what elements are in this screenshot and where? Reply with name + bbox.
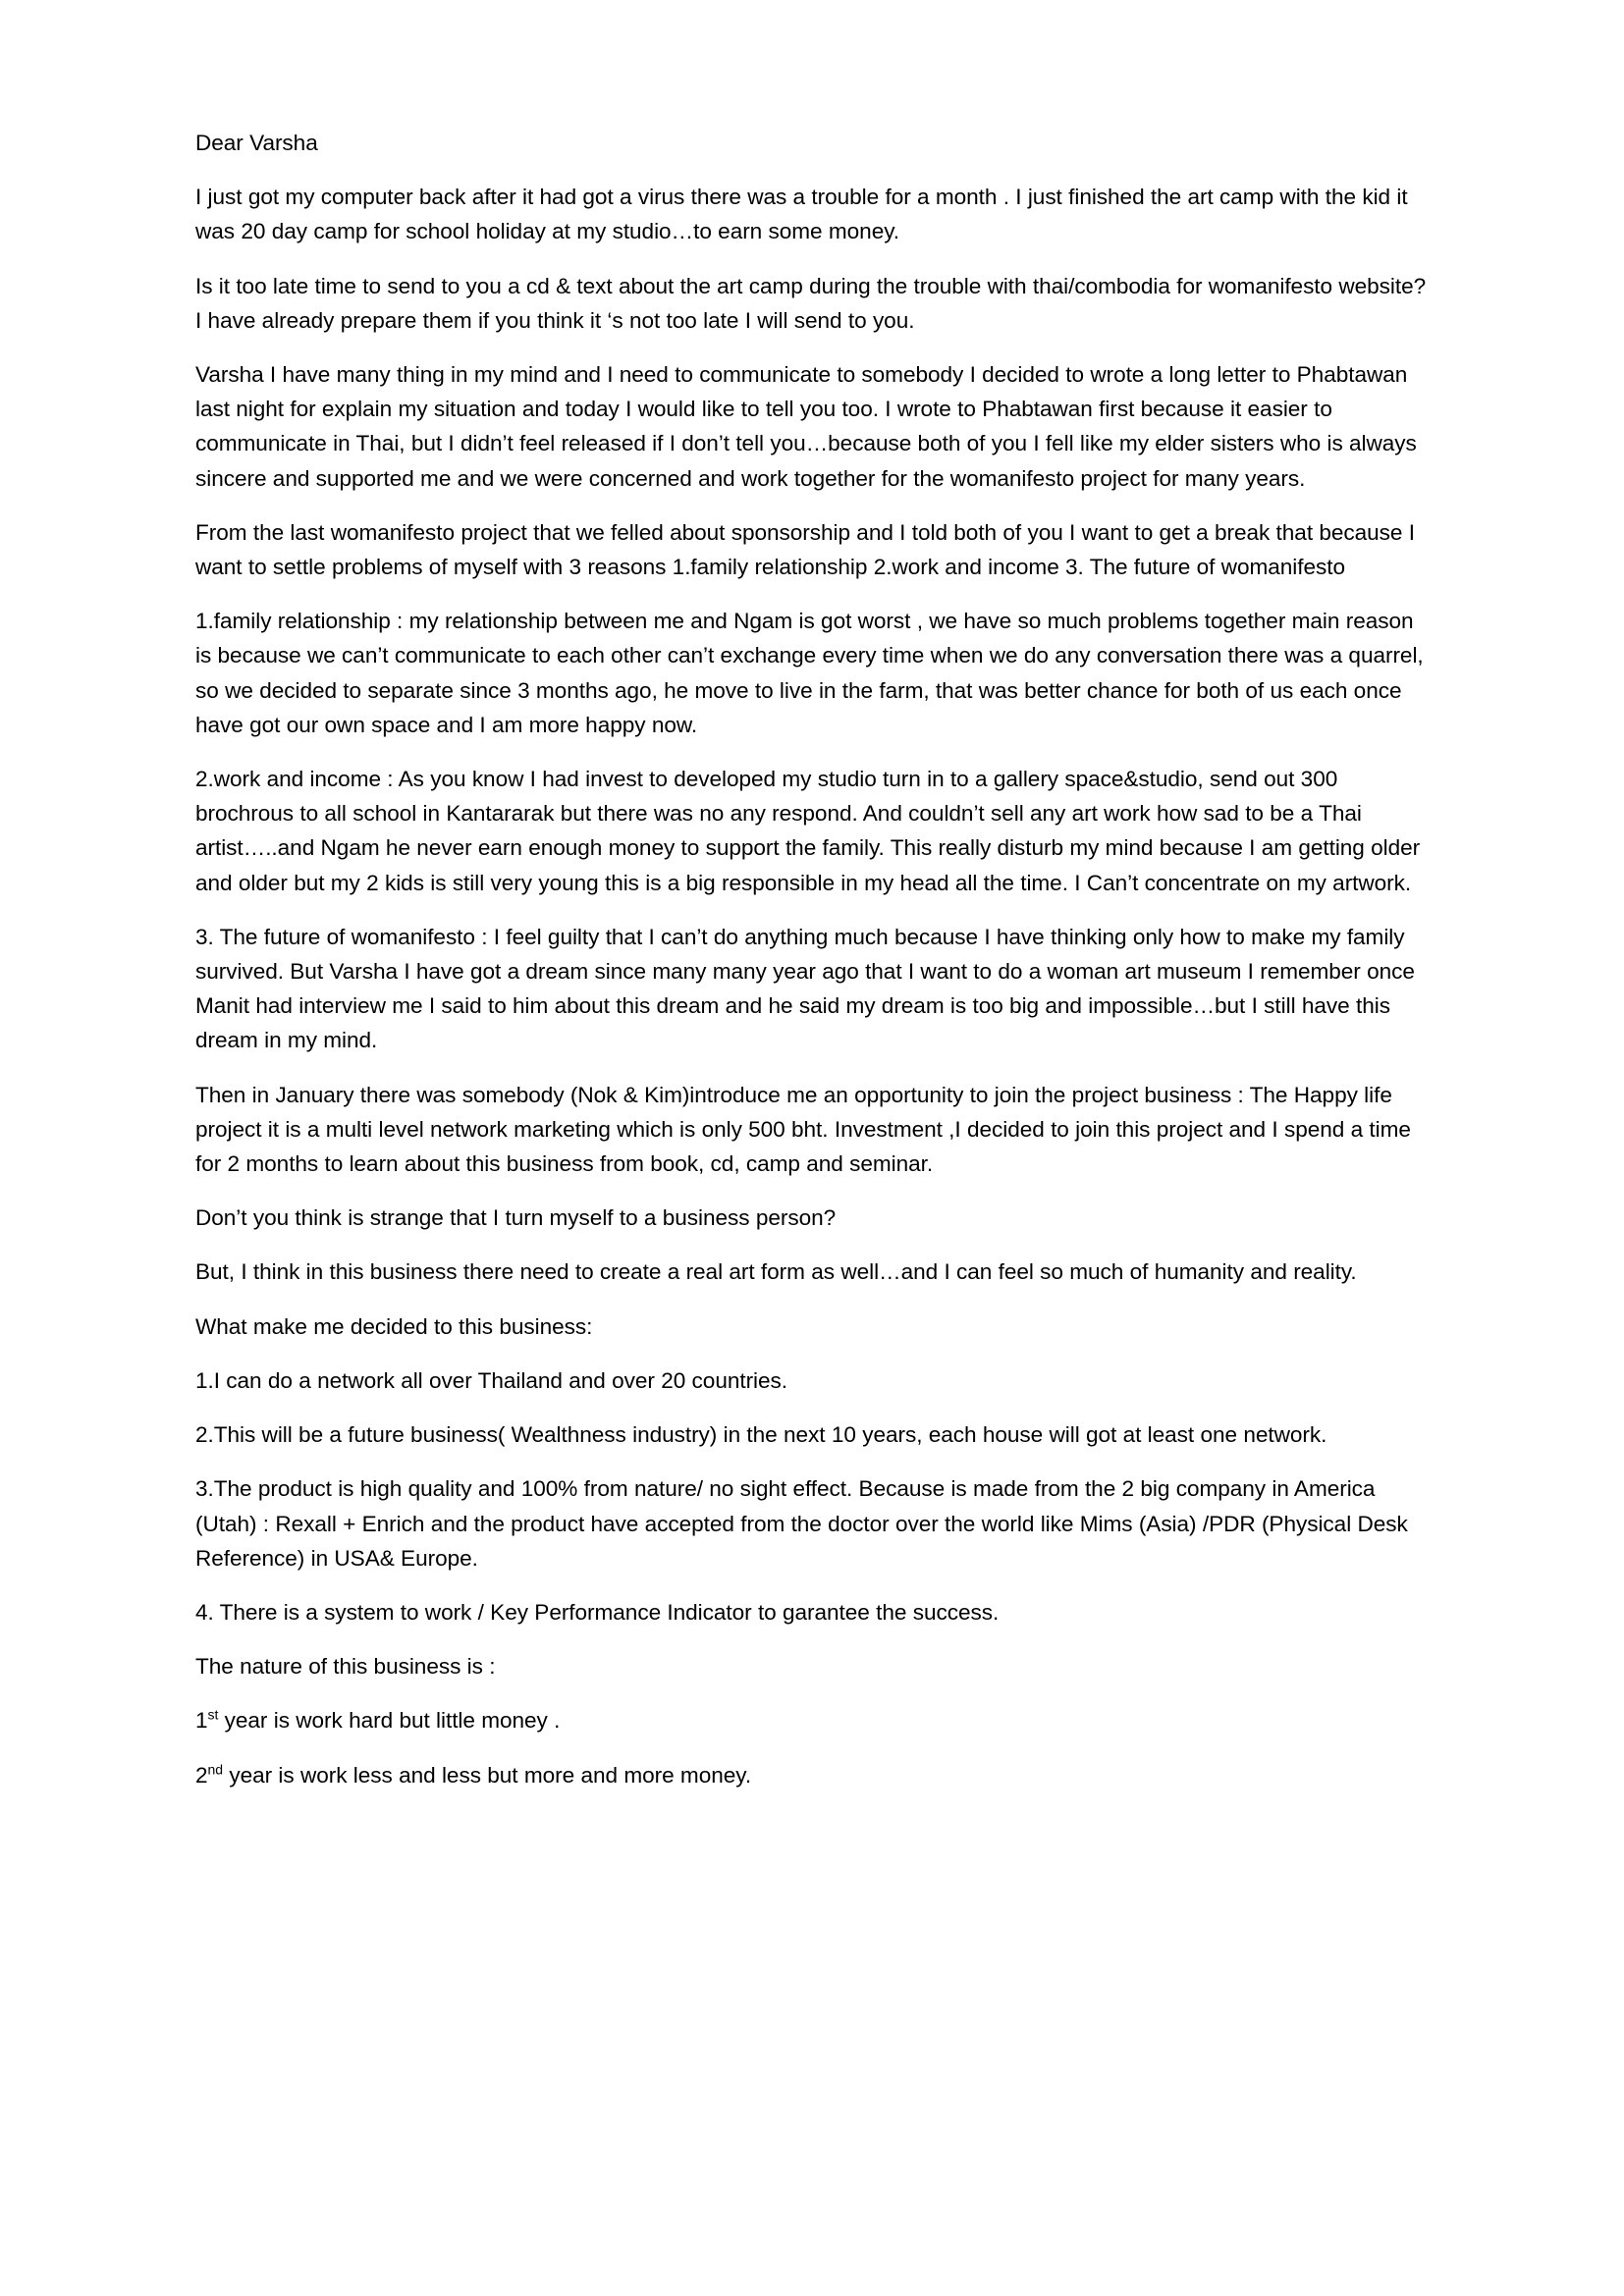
ordinal-number-2: 2 — [195, 1762, 208, 1788]
paragraph-too-late-cd: Is it too late time to send to you a cd & text about the art camp during the trouble with thai/combodia for womanifesto website? I have already prepare them if you think it ‘s not too late I will send to you. — [195, 273, 1427, 333]
year-2-rest-text: year is work less and less but more and more money. — [223, 1762, 752, 1788]
ordinal-number-1: 1 — [195, 1708, 208, 1734]
year-1-rest-text: year is work hard but little money . — [218, 1708, 561, 1734]
paragraph-reason-1-family: 1.family relationship : my relationship between me and Ngam is got worst , we have so much problems together main reason is because we can’t communicate to each other can’t exchange every time when we do any conversation there was a quarrel, so we decided to separate since 3 months ago, he move to live in the farm, that was better chance for both of us each once have got our own space and I am more happy now. — [195, 609, 1424, 737]
paragraph-point-1-network: 1.I can do a network all over Thailand and over 20 countries. — [195, 1367, 788, 1393]
ordinal-suffix-st: st — [207, 1706, 219, 1723]
paragraph-salutation: Dear Varsha — [195, 131, 318, 155]
paragraph-computer-back: I just got my computer back after it had got a virus there was a trouble for a month . I just finished the art camp with the kid it was 20 day camp for school holiday at my studio…to earn some money. — [195, 185, 1408, 244]
ordinal-suffix-nd: nd — [207, 1760, 223, 1777]
paragraph-real-art-form: But, I think in this business there need to create a real art form as well…and I can feel so much of humanity and reality. — [195, 1259, 1357, 1285]
paragraph-reason-2-work-income: 2.work and income : As you know I had invest to developed my studio turn in to a gallery space&studio, send out 300 brochrous to all school in Kantararak but there was no any respond. And couldn’t sell any art work how sad to be a Thai artist…..and Ngam he never earn enough money to support the family. This really disturb my mind because I am getting older and older but my 2 kids is still very young this is a big responsible in my head all the time. I Can’t concentrate on my artwork. — [195, 767, 1421, 895]
paragraph-point-4-kpi: 4. There is a system to work / Key Performance Indicator to garantee the success. — [195, 1599, 1000, 1625]
paragraph-point-2-future-business: 2.This will be a future business( Wealthness industry) in the next 10 years, each house will got at least one network. — [195, 1422, 1327, 1448]
paragraph-last-project-break: From the last womanifesto project that we felled about sponsorship and I told both of you I want to get a break that because I want to settle problems of myself with 3 reasons 1.family relationship 2.work and income 3. The future of womanifesto — [195, 519, 1416, 580]
paragraph-nature-of-business: The nature of this business is : — [195, 1654, 496, 1680]
paragraph-what-make-me-decided: What make me decided to this business: — [195, 1313, 593, 1339]
paragraph-point-3-product: 3.The product is high quality and 100% from nature/ no sight effect. Because is made from the 2 big company in America (Utah) : Rexall + Enrich and the product have accepted from the doctor over the world like Mims (Asia) /PDR (Physical Desk Reference) in USA& Europe. — [195, 1476, 1408, 1571]
paragraph-january-opportunity: Then in January there was somebody (Nok & Kim)introduce me an opportunity to join the project business : The Happy life project it is a multi level network marketing which is only 500 bht. Investment ,I decided to join this project and I spend a time for 2 months to learn about this business from book, cd, camp and seminar. — [195, 1082, 1411, 1177]
document-text-body — [195, 126, 1435, 1812]
paragraph-reason-3-future: 3. The future of womanifesto : I feel guilty that I can’t do anything much because I have thinking only how to make my family survived. But Varsha I have got a dream since many many year ago that I want to do a woman art museum I remember once Manit had interview me I said to him about this dream and he said my dream is too big and impossible…but I still have this dream in my mind. — [195, 924, 1415, 1053]
paragraph-dont-you-think: Don’t you think is strange that I turn myself to a business person? — [195, 1205, 837, 1231]
paragraph-many-thing-in-mind: Varsha I have many thing in my mind and I need to communicate to somebody I decided to wrote a long letter to Phabtawan last night for explain my situation and today I would like to tell you too. I wrote to Phabtawan first because it easier to communicate in Thai, but I didn’t feel released if I don’t tell you…because both of you I fell like my elder sisters who is always sincere and supported me and we were concerned and work together for the womanifesto project for many years. — [195, 362, 1417, 491]
paragraph-year-2 — [195, 1758, 1435, 1792]
paragraph-year-1 — [195, 1703, 1435, 1737]
